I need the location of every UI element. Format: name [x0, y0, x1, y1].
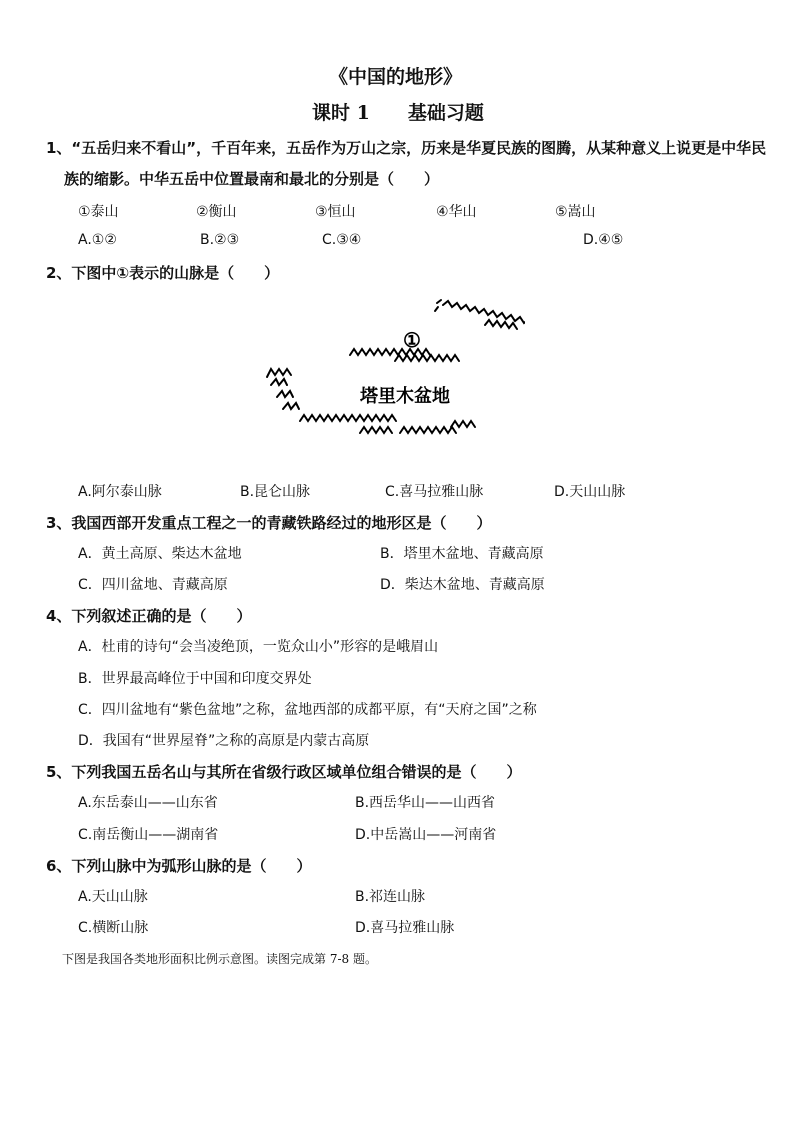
- question-1-option-b[interactable]: B.②③: [200, 232, 240, 248]
- question-3-option-a[interactable]: A．黄土高原、柴达木盆地: [78, 546, 242, 562]
- question-3-option-b[interactable]: B．塔里木盆地、青藏高原: [380, 546, 544, 562]
- question-1-option-c[interactable]: C.③④: [322, 232, 362, 248]
- question-5-option-b[interactable]: B.西岳华山——山西省: [355, 795, 496, 811]
- question-4-option-c[interactable]: C．四川盆地有“紫色盆地”之称，盆地西部的成都平原，有“天府之国”之称: [78, 702, 537, 718]
- question-1-stem-line2: 族的缩影。中华五岳中位置最南和最北的分别是（ ）: [64, 170, 440, 188]
- question-6-option-d[interactable]: D.喜马拉雅山脉: [355, 920, 455, 936]
- page-subtitle: 课时 1 基础习题: [312, 102, 484, 124]
- question-1-option-a[interactable]: A.①②: [78, 232, 117, 248]
- question-1-stem-line1: 1、“五岳归来不看山”，千百年来，五岳作为万山之宗，历来是华夏民族的图腾，从某种意义上说更是中华民: [46, 139, 767, 157]
- question-6-stem: 6、下列山脉中为弧形山脉的是（ ）: [46, 857, 312, 875]
- map-label-tarim-basin: 塔里木盆地: [360, 386, 450, 407]
- question-5-stem: 5、下列我国五岳名山与其所在省级行政区域单位组合错误的是（ ）: [46, 763, 522, 781]
- question-1-option-d[interactable]: D.④⑤: [583, 232, 624, 248]
- question-1-item-1: ①泰山: [78, 204, 119, 220]
- question-2-option-b[interactable]: B.昆仑山脉: [240, 484, 311, 500]
- question-5-option-d[interactable]: D.中岳嵩山——河南省: [355, 827, 497, 843]
- question-2-stem: 2、下图中①表示的山脉是（ ）: [46, 264, 280, 282]
- question-4-option-d[interactable]: D．我国有“世界屋脊”之称的高原是内蒙古高原: [78, 733, 370, 749]
- question-3-stem: 3、我国西部开发重点工程之一的青藏铁路经过的地形区是（ ）: [46, 514, 492, 532]
- question-4-option-a[interactable]: A．杜甫的诗句“会当凌绝顶，一览众山小”形容的是峨眉山: [78, 639, 439, 655]
- question-6-option-c[interactable]: C.横断山脉: [78, 920, 149, 936]
- page-title: 《中国的地形》: [329, 66, 463, 88]
- question-2-option-c[interactable]: C.喜马拉雅山脉: [385, 484, 484, 500]
- question-1-item-3: ③恒山: [315, 204, 356, 220]
- question-2-option-a[interactable]: A.阿尔泰山脉: [78, 484, 162, 500]
- question-3-option-d[interactable]: D．柴达木盆地、青藏高原: [380, 577, 545, 593]
- question-3-option-c[interactable]: C．四川盆地、青藏高原: [78, 577, 228, 593]
- mountain-range-icon: [267, 300, 525, 433]
- question-1-item-4: ④华山: [436, 204, 477, 220]
- question-1-item-2: ②衡山: [196, 204, 237, 220]
- question-5-option-c[interactable]: C.南岳衡山——湖南省: [78, 827, 219, 843]
- figure-note: 下图是我国各类地形面积比例示意图。读图完成第 7-8 题。: [62, 952, 377, 966]
- question-6-option-a[interactable]: A.天山山脉: [78, 889, 148, 905]
- question-5-option-a[interactable]: A.东岳泰山——山东省: [78, 795, 218, 811]
- question-2-option-d[interactable]: D.天山山脉: [554, 484, 626, 500]
- question-1-item-5: ⑤嵩山: [555, 204, 596, 220]
- question-6-option-b[interactable]: B.祁连山脉: [355, 889, 426, 905]
- question-4-option-b[interactable]: B．世界最高峰位于中国和印度交界处: [78, 671, 312, 687]
- map-marker-1: ①: [403, 328, 421, 352]
- tarim-basin-map: [255, 285, 525, 445]
- question-4-stem: 4、下列叙述正确的是（ ）: [46, 607, 252, 625]
